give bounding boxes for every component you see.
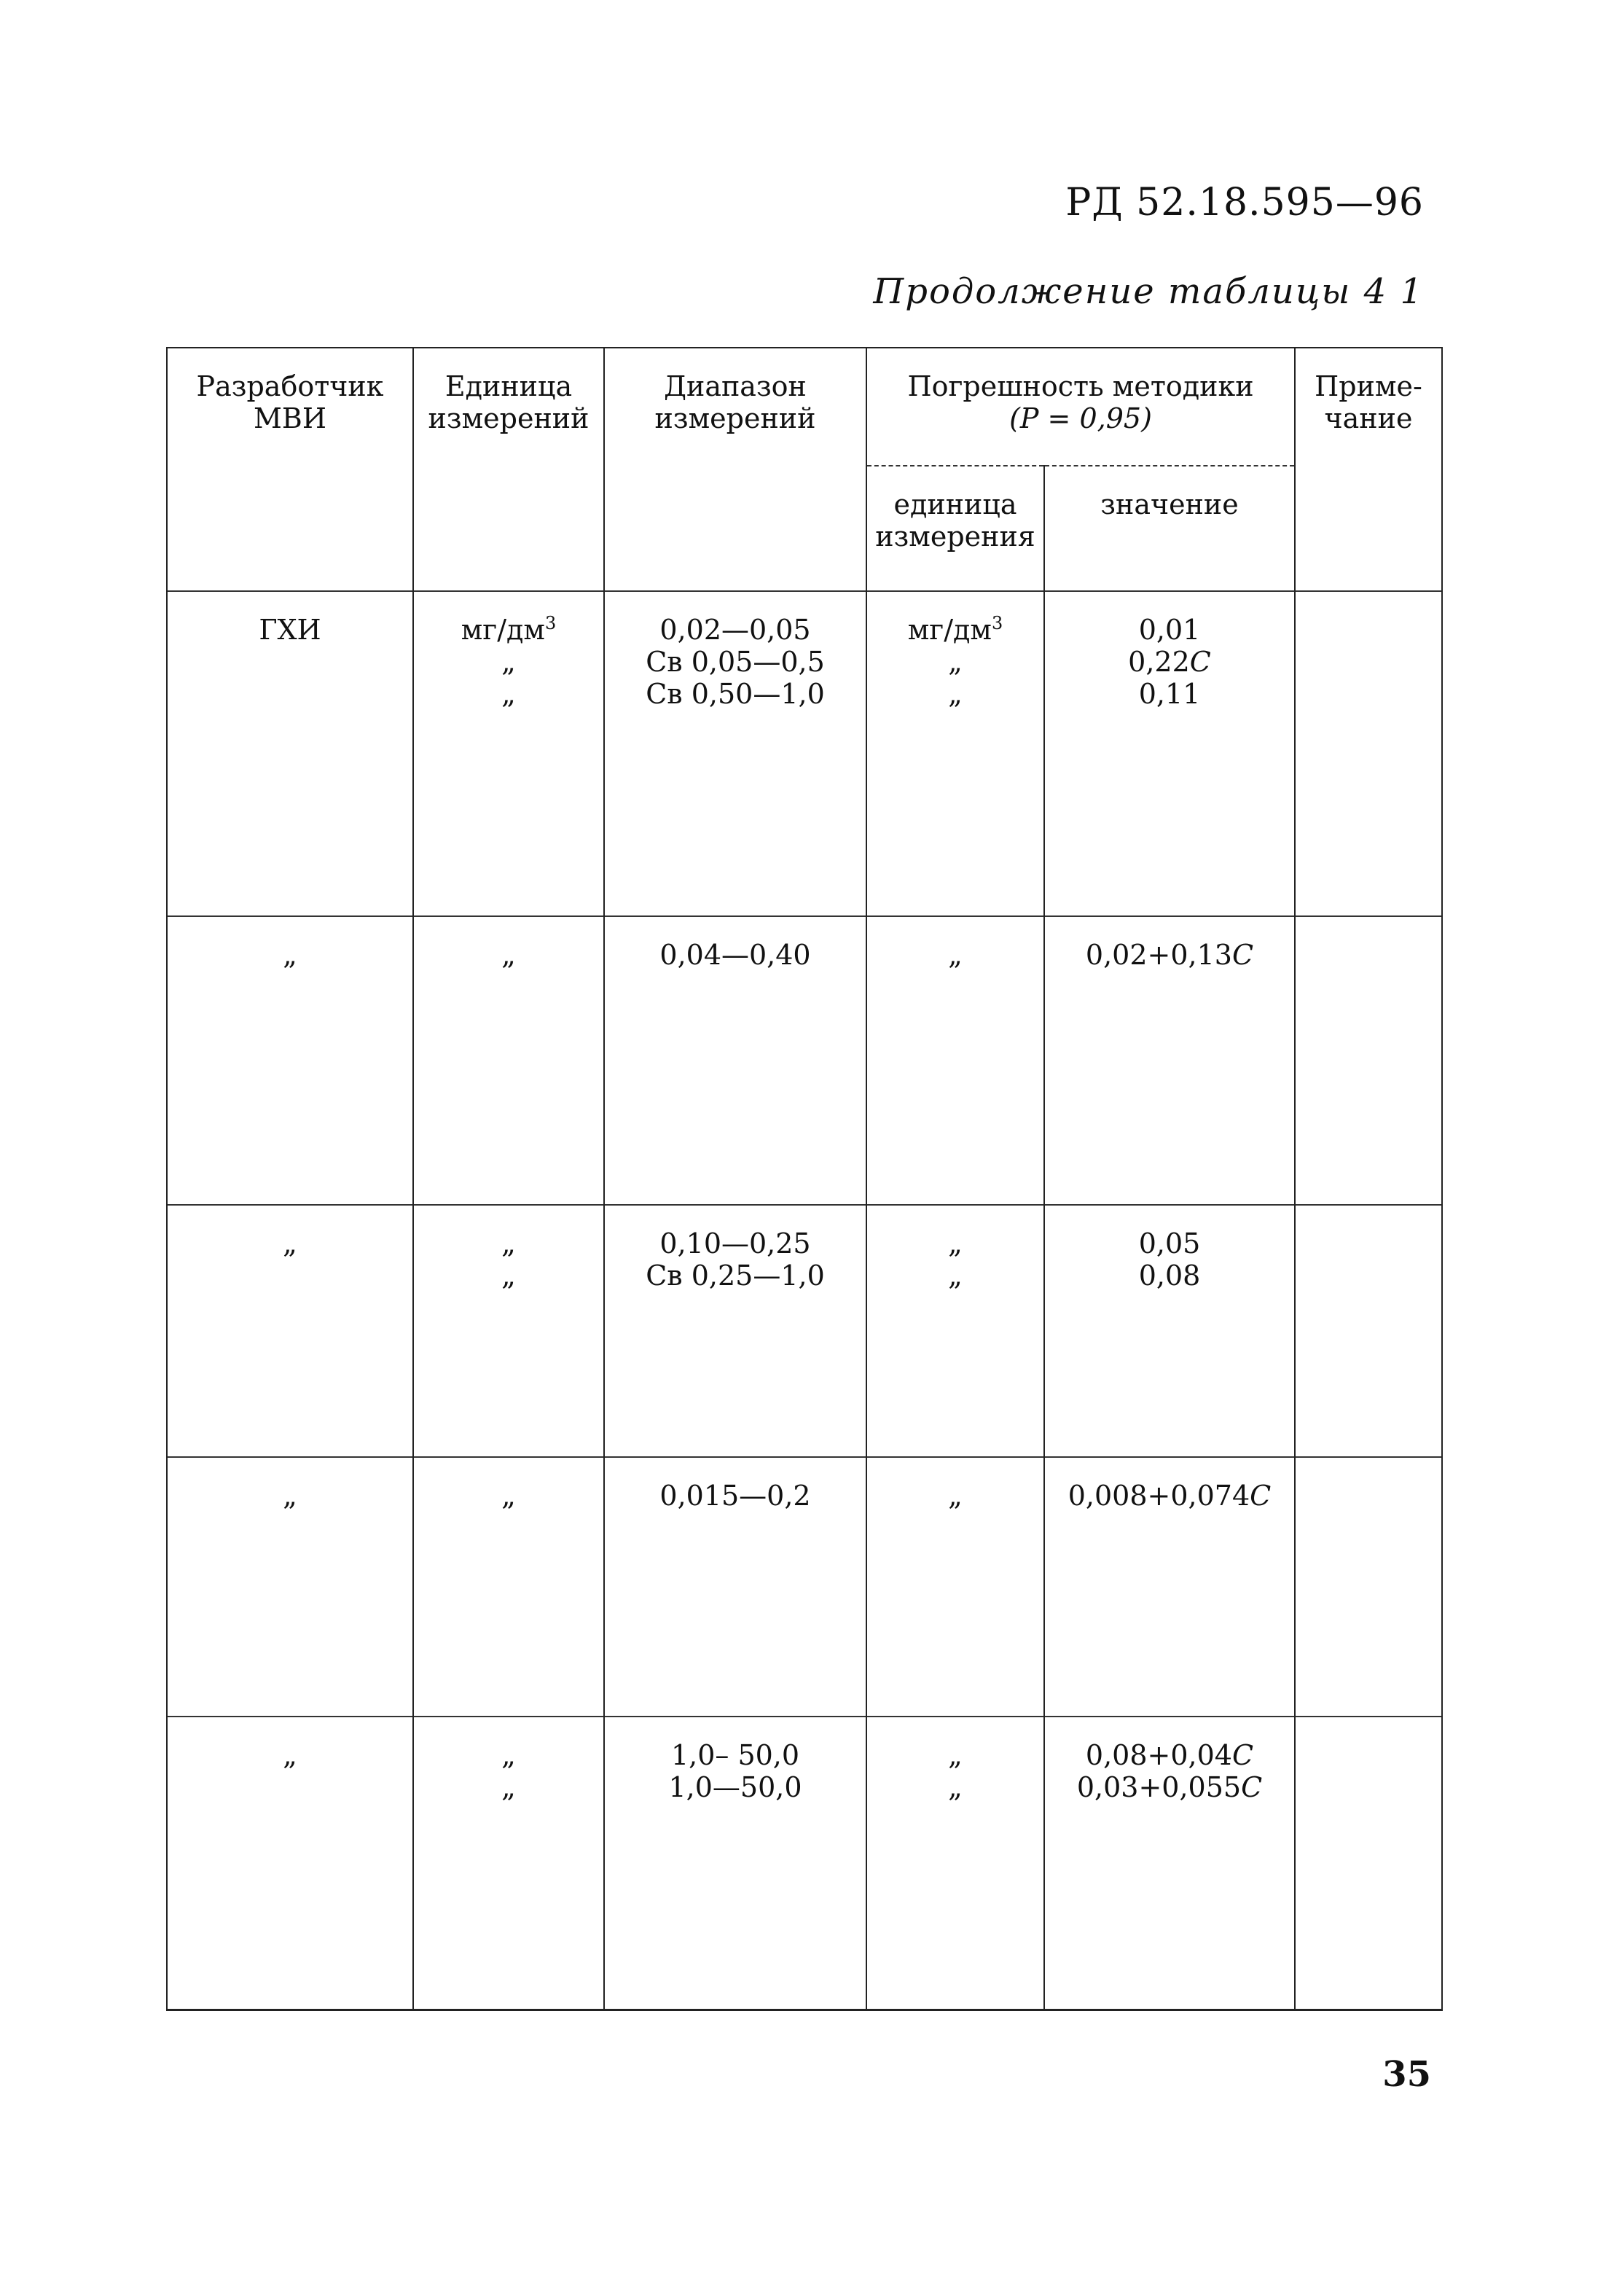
cell-error-value-line: 0,22C — [1128, 646, 1211, 678]
cell-error-unit-line: „ — [948, 678, 963, 710]
cell-note — [1295, 916, 1442, 1205]
table-header-row — [167, 348, 1442, 466]
unit-superscript: 3 — [544, 613, 557, 633]
cell-developer: ГХИ — [167, 591, 413, 916]
cell-range — [604, 1717, 866, 2010]
cell-developer: „ — [167, 1717, 413, 2010]
cell-error-value — [1044, 916, 1295, 1205]
table-row — [167, 591, 1442, 916]
error-group-probability: (P = 0,95) — [1009, 402, 1152, 434]
cell-error-unit-line: $мг/дм^3$ — [907, 613, 1003, 646]
cell-unit-line: „ — [501, 1480, 516, 1512]
cell-developer: „ — [167, 1205, 413, 1457]
table-row — [167, 916, 1442, 1205]
cell-range-line: Св 0,05—0,5 — [646, 646, 825, 678]
cell-note — [1295, 591, 1442, 916]
cell-unit — [413, 1205, 604, 1457]
variable-c: C — [1231, 1739, 1254, 1771]
cell-error-unit-line: „ — [948, 1739, 963, 1771]
cell-error-value — [1044, 591, 1295, 916]
col-header-note: Приме-чание — [1295, 348, 1442, 591]
table-row — [167, 1717, 1442, 2010]
cell-error-unit — [866, 1205, 1044, 1457]
cell-unit-line: „ — [501, 1739, 516, 1771]
cell-error-unit — [866, 916, 1044, 1205]
cell-error-unit-line: „ — [948, 1227, 963, 1260]
cell-range-line: 1,0—50,0 — [668, 1771, 802, 1803]
table-body — [167, 591, 1442, 2010]
cell-range-line: 0,02—0,05 — [659, 614, 811, 646]
cell-error-unit-line: „ — [948, 1771, 963, 1803]
cell-error-unit — [866, 1457, 1044, 1717]
table-row — [167, 1205, 1442, 1457]
cell-error-value-line: 0,11 — [1138, 678, 1201, 710]
col-header-developer: Разработчик МВИ — [167, 348, 413, 591]
cell-unit-line: „ — [501, 678, 516, 710]
cell-error-value-line: 0,01 — [1138, 614, 1201, 646]
cell-error-value-line: 0,08+0,04C — [1085, 1739, 1254, 1771]
cell-unit-line: „ — [501, 646, 516, 678]
page-number: 35 — [1382, 2054, 1431, 2095]
variable-c: C — [1231, 939, 1254, 971]
cell-range-line: 1,0– 50,0 — [670, 1739, 800, 1771]
cell-error-unit-line: „ — [948, 1480, 963, 1512]
variable-c: C — [1189, 646, 1211, 678]
cell-developer: „ — [167, 916, 413, 1205]
table-row — [167, 1457, 1442, 1717]
cell-error-value — [1044, 1717, 1295, 2010]
cell-unit — [413, 916, 604, 1205]
cell-range-line: 0,015—0,2 — [659, 1480, 811, 1512]
cell-error-unit-line: „ — [948, 939, 963, 971]
variable-c: C — [1241, 1771, 1263, 1803]
cell-error-unit-line: „ — [948, 1260, 963, 1292]
cell-range-line: Св 0,25—1,0 — [646, 1260, 825, 1292]
cell-unit — [413, 591, 604, 916]
cell-developer: „ — [167, 1457, 413, 1717]
cell-range-line: 0,10—0,25 — [659, 1227, 811, 1260]
unit-superscript: 3 — [991, 613, 1003, 633]
cell-error-value-line: 0,05 — [1138, 1227, 1201, 1260]
col-header-error-unit: единица измерения — [866, 466, 1044, 591]
col-header-range: Диапазон измерений — [604, 348, 866, 591]
cell-error-value — [1044, 1457, 1295, 1717]
cell-unit — [413, 1457, 604, 1717]
table-continuation-caption: Продолжение таблицы 4 1 — [873, 271, 1424, 312]
variable-c: C — [1250, 1480, 1272, 1512]
cell-error-value-line: 0,08 — [1138, 1260, 1201, 1292]
col-header-error-value: значение — [1044, 466, 1295, 591]
cell-unit-line: „ — [501, 1227, 516, 1260]
cell-error-unit — [866, 591, 1044, 916]
cell-note — [1295, 1717, 1442, 2010]
cell-error-value-line: 0,008+0,074C — [1068, 1480, 1272, 1512]
cell-range — [604, 916, 866, 1205]
col-header-unit: Единица измерений — [413, 348, 604, 591]
cell-error-unit — [866, 1717, 1044, 2010]
cell-unit-line: „ — [501, 1260, 516, 1292]
cell-error-value-line: 0,02+0,13C — [1085, 939, 1254, 971]
cell-note — [1295, 1457, 1442, 1717]
cell-unit-line: „ — [501, 1771, 516, 1803]
cell-unit — [413, 1717, 604, 2010]
cell-error-unit-line: „ — [948, 646, 963, 678]
cell-range — [604, 1205, 866, 1457]
measurement-methods-table — [166, 347, 1443, 2011]
cell-range — [604, 1457, 866, 1717]
document-code: РД 52.18.595—96 — [1065, 181, 1424, 224]
cell-range-line: 0,04—0,40 — [659, 939, 811, 971]
cell-range-line: Св 0,50—1,0 — [646, 678, 825, 710]
error-group-title: Погрешность методики — [907, 370, 1254, 402]
cell-range — [604, 591, 866, 916]
cell-error-value-line: 0,03+0,055C — [1076, 1771, 1263, 1803]
cell-unit-line: „ — [501, 939, 516, 971]
cell-note — [1295, 1205, 1442, 1457]
cell-error-value — [1044, 1205, 1295, 1457]
col-header-error-group — [866, 348, 1295, 466]
cell-unit-line: $мг/дм^3$ — [461, 613, 557, 646]
